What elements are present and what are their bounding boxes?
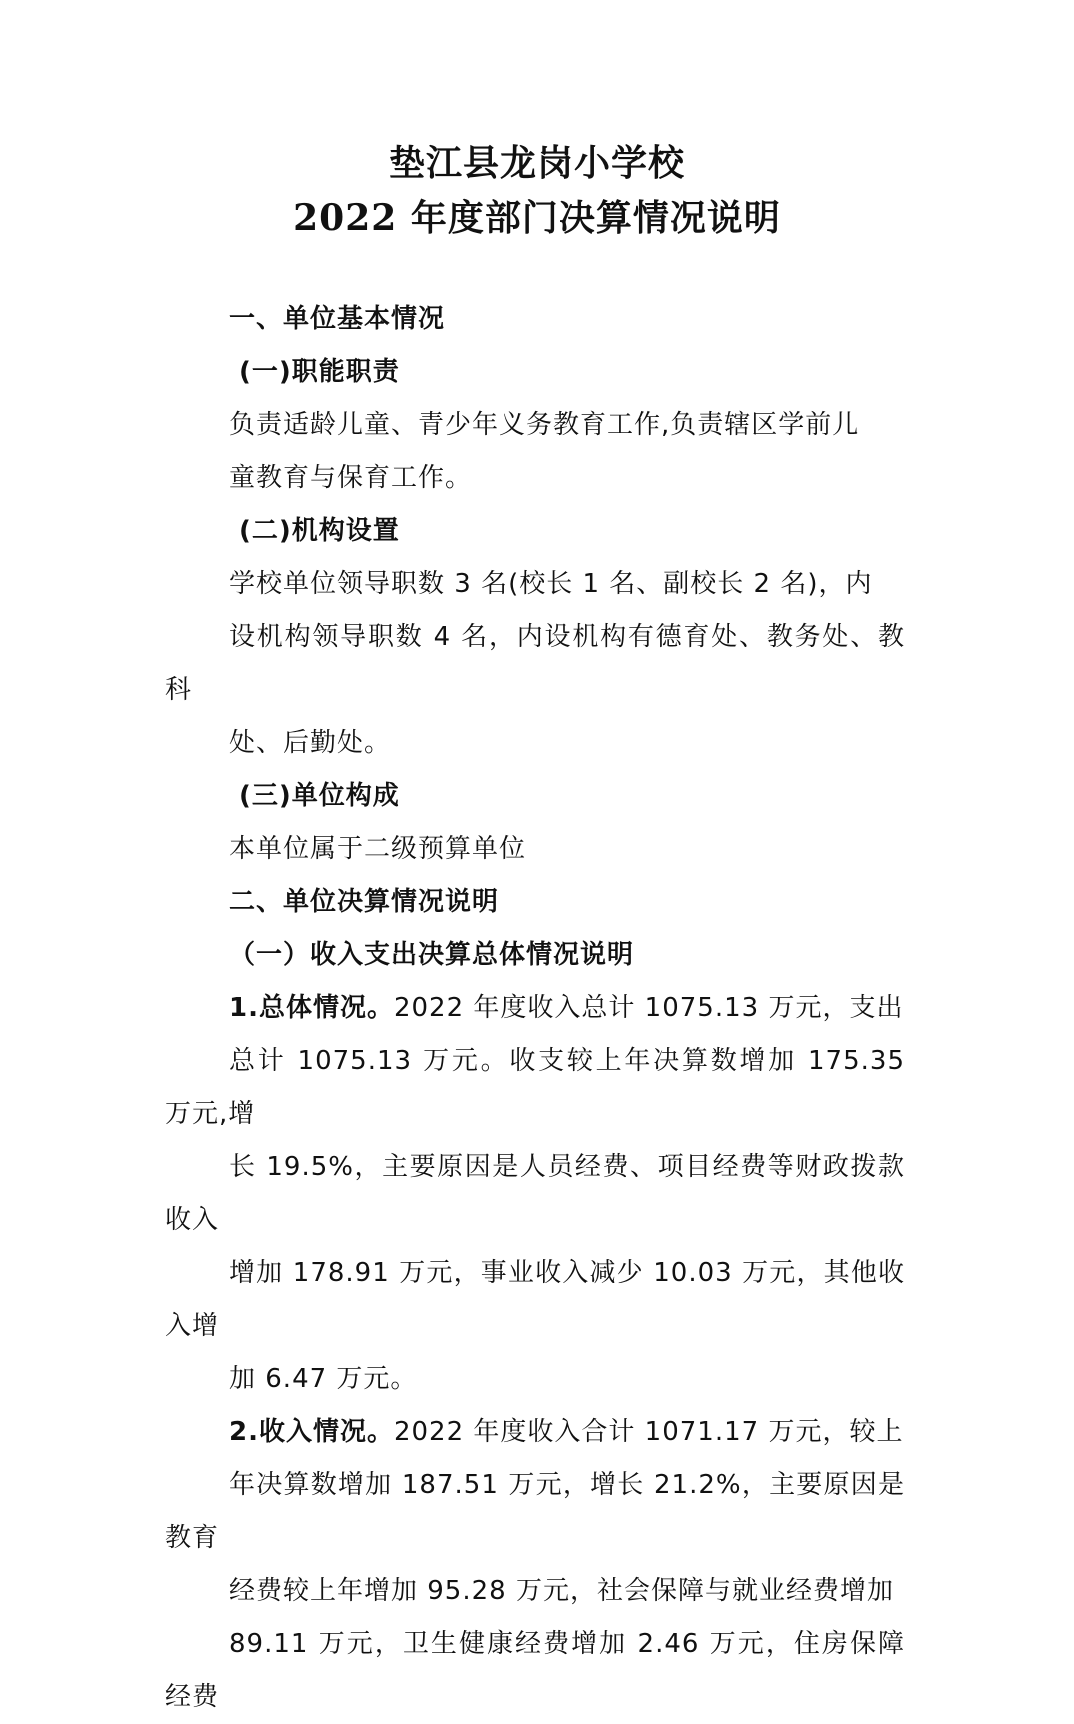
- subsection-heading-overall: （一）收入支出决算总体情况说明: [229, 940, 635, 970]
- paragraph-line: 总计 1075.13 万元。收支较上年决算数增加 175.35 万元,增: [165, 1046, 905, 1129]
- paragraph-line: 设机构领导职数 4 名，内设机构有德育处、教务处、教科: [165, 622, 905, 705]
- paragraph-line: 2022 年度收入总计 1075.13 万元，支出: [393, 993, 904, 1023]
- paragraph-lead: 1.总体情况。: [229, 993, 394, 1023]
- paragraph-organization: [165, 558, 905, 770]
- paragraph-line: 增加 178.91 万元，事业收入减少 10.03 万元，其他收入增: [165, 1258, 905, 1341]
- paragraph-overall: [165, 982, 905, 1406]
- paragraph-line: 加 6.47 万元。: [229, 1364, 418, 1394]
- paragraph-line: 学校单位领导职数 3 名(校长 1 名、副校长 2 名)，内: [229, 569, 873, 599]
- section-heading-final-accounts: 二、单位决算情况说明: [229, 887, 500, 917]
- paragraph-functions: [165, 399, 905, 505]
- paragraph-line: 年决算数增加 187.51 万元，增长 21.2%，主要原因是教育: [165, 1470, 905, 1553]
- paragraph-income: [165, 1406, 905, 1724]
- section-heading-basic-info: 一、单位基本情况: [229, 304, 446, 334]
- paragraph-lead: 2.收入情况。: [229, 1417, 394, 1447]
- paragraph-line: 处、后勤处。: [229, 728, 392, 758]
- paragraph-line: 长 19.5%，主要原因是人员经费、项目经费等财政拨款收入: [165, 1152, 905, 1235]
- paragraph-line: 童教育与保育工作。: [229, 463, 473, 493]
- paragraph-composition: 本单位属于二级预算单位: [229, 834, 527, 864]
- document-body: [165, 293, 905, 1724]
- paragraph-line: 2022 年度收入合计 1071.17 万元，较上: [393, 1417, 904, 1447]
- paragraph-line: 89.11 万元，卫生健康经费增加 2.46 万元，住房保障经费: [165, 1629, 905, 1712]
- document-title-line1: 垫江县龙岗小学校: [388, 142, 685, 184]
- subsection-heading-composition: (三)单位构成: [239, 781, 400, 811]
- paragraph-line: 经费较上年增加 95.28 万元，社会保障与就业经费增加: [229, 1576, 894, 1606]
- subsection-heading-organization: (二)机构设置: [239, 516, 400, 546]
- document-title-line2: 2022 年度部门决算情况说明: [293, 197, 781, 239]
- subsection-heading-functions: (一)职能职责: [239, 357, 400, 387]
- paragraph-line: 负责适龄儿童、青少年义务教育工作,负责辖区学前儿: [229, 410, 860, 440]
